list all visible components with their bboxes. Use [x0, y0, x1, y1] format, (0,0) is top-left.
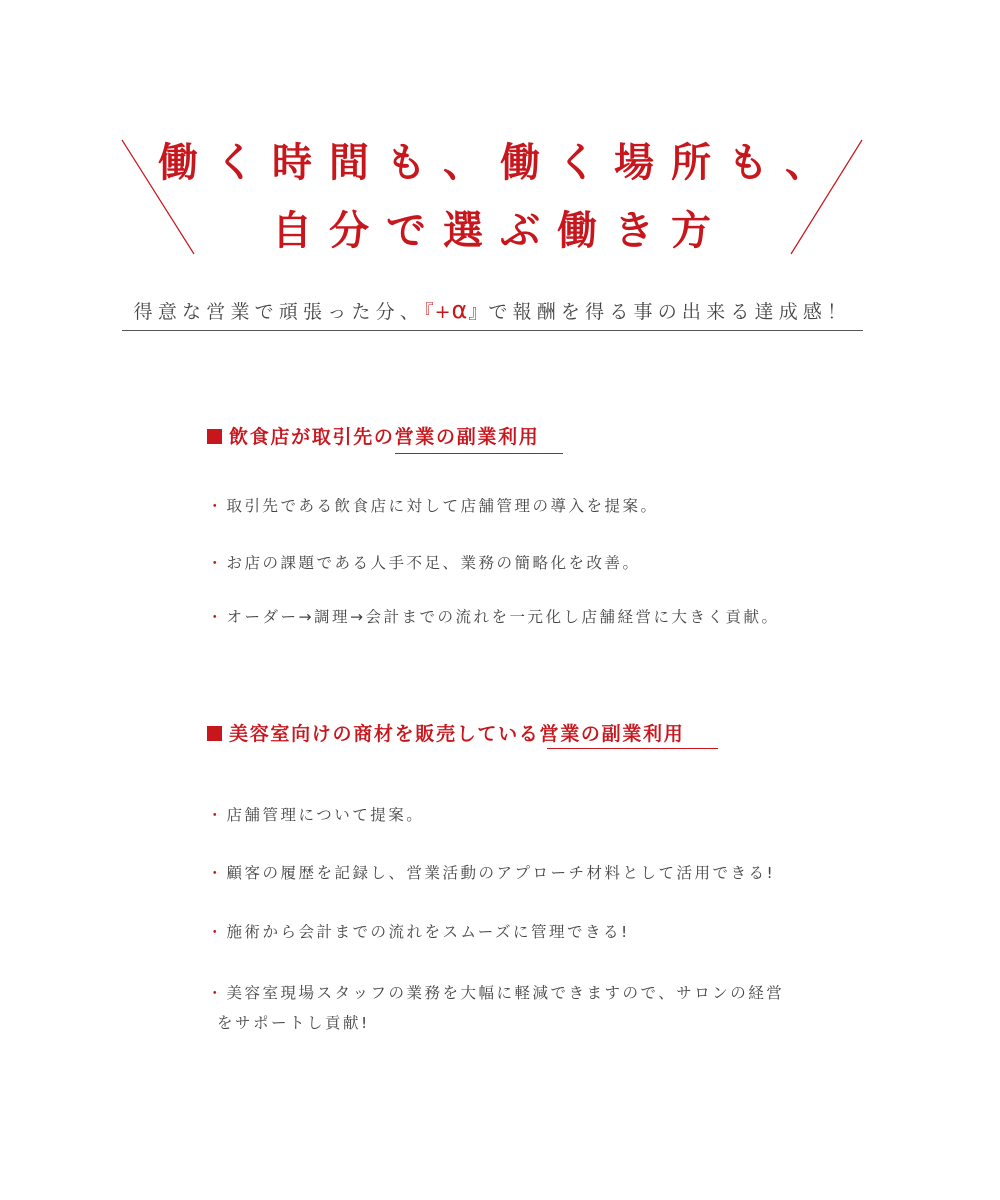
bullet-dot: ・ — [207, 923, 223, 941]
list-item-text: オーダー→調理→会計までの流れを一元化し店舗経営に大きく貢献。 — [226, 608, 780, 626]
list-item-text: 顧客の履歴を記録し、営業活動のアプローチ材料として活用できる! — [226, 864, 776, 882]
bullet-dot: ・ — [207, 806, 223, 824]
bullet-dot: ・ — [207, 608, 223, 626]
list-item-text: 取引先である飲食店に対して店舗管理の導入を提案。 — [226, 497, 659, 515]
list-item — [207, 602, 807, 632]
headline-line-2: 自分で選ぶ働き方 — [272, 208, 728, 254]
subtitle — [122, 296, 863, 331]
bullet-dot: ・ — [207, 864, 223, 882]
square-bullet-icon — [207, 429, 222, 444]
list-item — [207, 858, 807, 888]
list-item — [207, 978, 807, 1038]
subtitle-pre: 得意な営業で頑張った分、 — [133, 301, 425, 323]
subtitle-accent-close: 』 — [468, 301, 489, 323]
bullet-dot: ・ — [207, 554, 223, 572]
subtitle-accent — [424, 296, 489, 324]
section-title-restaurant — [207, 424, 540, 450]
square-bullet-icon — [207, 726, 222, 741]
section-title-salon — [207, 721, 684, 747]
section-title-text: 飲食店が取引先の営業の副業利用 — [229, 426, 540, 448]
subtitle-post: で報酬を得る事の出来る達成感！ — [488, 301, 852, 323]
section-title-underline — [395, 453, 563, 454]
list-item-text: 施術から会計までの流れをスムーズに管理できる! — [226, 923, 630, 941]
list-item — [207, 800, 807, 830]
list-item — [207, 548, 807, 578]
list-item-text-line1: 美容室現場スタッフの業務を大幅に軽減できますので、サロンの経営 — [226, 984, 785, 1002]
list-item-text: お店の課題である人手不足、業務の簡略化を改善。 — [226, 554, 641, 572]
subtitle-accent-open: 『+ — [424, 301, 452, 323]
list-item-text: 店舗管理について提案。 — [226, 806, 425, 824]
bullet-dot: ・ — [207, 984, 223, 1002]
list-item-text-line2: をサポートし貢献! — [217, 1014, 370, 1032]
headline-line-1: 働く時間も、働く場所も、 — [158, 140, 842, 186]
bullet-dot: ・ — [207, 497, 223, 515]
section-title-underline — [547, 748, 718, 749]
subtitle-accent-alpha: α — [451, 296, 469, 324]
section-title-text: 美容室向けの商材を販売している営業の副業利用 — [229, 723, 685, 745]
list-item — [207, 491, 807, 521]
list-item — [207, 917, 807, 947]
